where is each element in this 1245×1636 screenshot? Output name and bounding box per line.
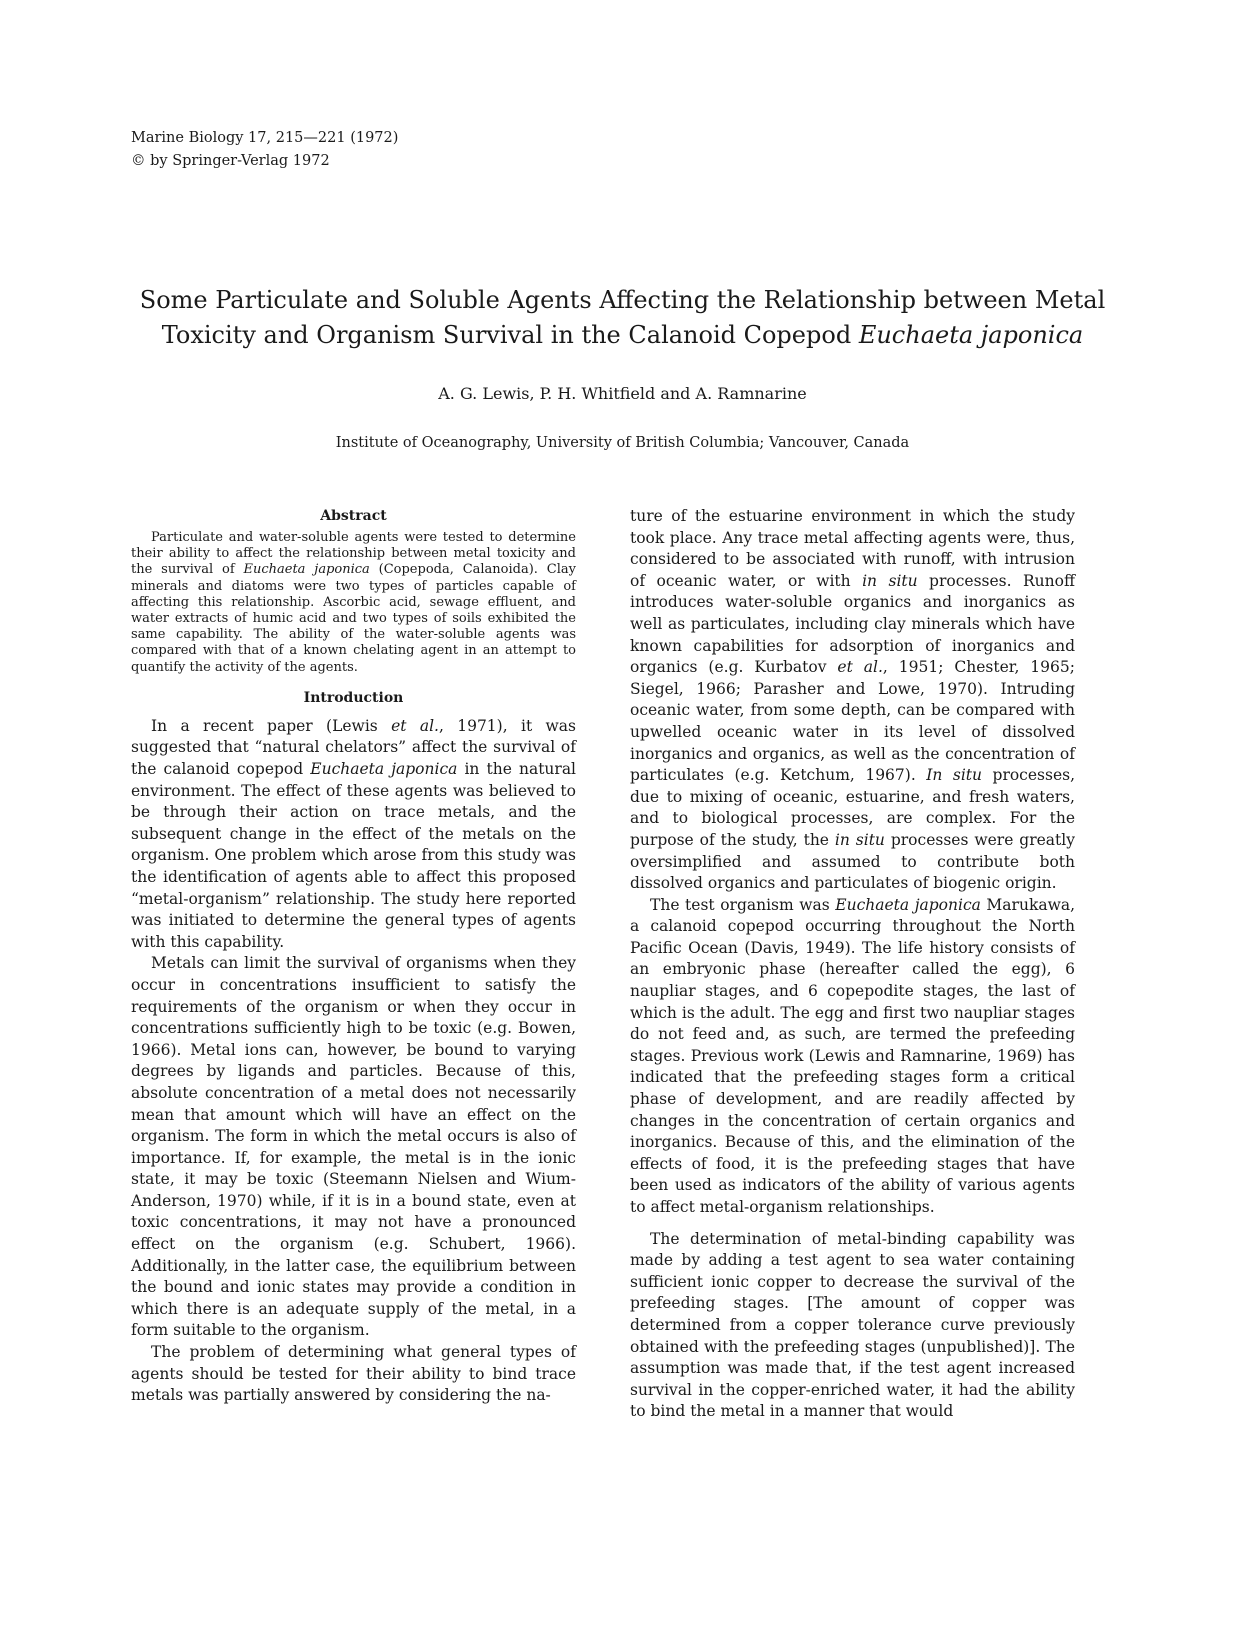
introduction-heading: Introduction	[303, 689, 404, 706]
intro-paragraph-4	[630, 895, 1075, 1219]
journal-citation: Marine Biology 17, 215—221 (1972)	[131, 130, 399, 146]
title-line-1: Some Particulate and Soluble Agents Affecting the Relationship between Metal	[139, 286, 1106, 314]
italic-run: Euchaeta japonica	[310, 760, 458, 779]
abstract-heading: Abstract	[320, 508, 387, 524]
title-line-2-text: Toxicity and Organism Survival in the Calanoid Copepod	[161, 321, 859, 349]
italic-run: in situ	[862, 571, 918, 590]
intro-paragraph-1	[131, 716, 576, 954]
text-run: In a recent paper (Lewis	[151, 716, 392, 735]
left-column	[131, 506, 576, 1407]
journal-header	[131, 127, 398, 173]
intro-paragraph-5: The determination of metal-binding capability was made by adding a test agent to sea water containing sufficient ionic copper to decrease the survival of the prefeeding stages. [The amount of copper was determined from a copper tolerance curve previously obtained with the prefeeding stages (unpublished)]. The assumption was made that, if the test agent increased survival in the copper-enriched water, it had the ability to bind the metal in a manner that would	[630, 1229, 1075, 1421]
paper-title	[100, 283, 1145, 353]
abstract-text-part: Particulate and water-soluble agents were tested to determine their ability to affect the relationship between metal toxicity and the survival of	[131, 530, 576, 578]
abstract-species: Euchaeta japonica	[243, 562, 370, 578]
intro-paragraph-3-continued	[630, 506, 1075, 895]
text-run: , 1951; Chester, 1965; Siegel, 1966; Parasher and Lowe, 1970). Intruding oceanic water, from some depth, can be compared with upwelled oceanic water in its level of dissolved inorganics and organics, as well as the concentration of particulates (e.g. Ketchum, 1967).	[630, 658, 1075, 785]
affiliation: Institute of Oceanography, University of British Columbia; Vancouver, Canada	[335, 435, 910, 451]
italic-run: et al.	[391, 716, 439, 735]
right-column	[630, 506, 1075, 1423]
abstract-text-part: (Copepoda, Calanoida). Clay minerals and diatoms were two types of particles capable of affecting this relationship. Ascorbic acid, sewage effluent, and water extracts of humic acid and two types of soils exhibited the same capability. The ability of the water-soluble agents was compared with that of a known chelating agent in an attempt to quantify the activity of the agents.	[131, 562, 576, 675]
italic-run: In situ	[926, 766, 983, 785]
italic-run: Euchaeta japonica	[835, 895, 981, 914]
copyright-line: © by Springer-Verlag 1972	[131, 153, 330, 169]
text-run: processes, due to mixing of oceanic, estuarine, and fresh waters, and to biological processes, are complex. For the purpose of the study, the	[630, 766, 1076, 849]
intro-paragraph-3: The problem of determining what general types of agents should be tested for their ability to bind trace metals was partially answered by considering the na-	[131, 1343, 576, 1405]
text-run: processes. Runoff introduces water-soluble organics and inorganics as well as particulates, including clay minerals which have known capabilities for adsorption of inorganics and organics (e.g. Kurbatov	[630, 571, 1075, 677]
intro-paragraph-2: Metals can limit the survival of organisms when they occur in concentrations insufficient to satisfy the requirements of the organism or when they occur in concentrations sufficiently high to be toxic (e.g. Bowen, 1966). Metal ions can, however, be bound to varying degrees by ligands and particles. Because of this, absolute concentration of a metal does not necessarily mean that amount which will have an effect on the organism. The form in which the metal occurs is also of importance. If, for example, the metal is in the ionic state, it may be toxic (Steemann Nielsen and Wium-Anderson, 1970) while, if it is in a bound state, even at toxic concentrations, it may not have a pronounced effect on the organism (e.g. Schubert, 1966). Additionally, in the latter case, the equilibrium between the bound and ionic states may provide a condition in which there is an adequate supply of the metal, in a form suitable to the organism.	[131, 954, 576, 1340]
italic-run: et al.	[837, 658, 883, 677]
text-run: Marukawa, a calanoid copepod occurring throughout the North Pacific Ocean (Davis, 1949). The life history consists of an embryonic phase (hereafter called the egg), 6 naupliar stages, and 6 copepodite stages, the last of which is the adult. The egg and first two naupliar stages do not feed and, as such, are termed the prefeeding stages. Previous work (Lewis and Ramnarine, 1969) has indicated that the prefeeding stages form a critical phase of development, and are readily affected by changes in the concentration of certain organics and inorganics. Because of this, and the elimination of the effects of food, it is the prefeeding stages that have been used as indicators of the ability of various agents to affect metal-organism relationships.	[630, 895, 1076, 1216]
text-run: , 1971), it was suggested that “natural chelators” affect the survival of the calanoid copepod	[131, 716, 576, 779]
text-run: ture of the estuarine environment in which the study took place. Any trace metal affecting agents were, thus, considered to be associated with runoff, with intrusion of oceanic water, or with	[630, 507, 1075, 590]
text-run: The test organism was	[650, 895, 836, 914]
text-run: in the natural environment. The effect of these agents was believed to be through their action on trace metals, and the subsequent change in the effect of the metals on the organism. One problem which arose from this study was the identification of agents able to affect this proposed “metal-organism” relationship. The study here reported was initiated to determine the general types of agents with this capability.	[131, 760, 577, 951]
title-species: Euchaeta japonica	[858, 321, 1084, 349]
author-list: A. G. Lewis, P. H. Whitfield and A. Ramnarine	[438, 384, 807, 403]
text-run: processes were greatly oversimplified and assumed to contribute both dissolved organics and particulates of biogenic origin.	[630, 830, 1075, 893]
abstract-text	[131, 530, 576, 676]
title-line-2	[100, 318, 1145, 353]
italic-run: in situ	[834, 830, 885, 849]
